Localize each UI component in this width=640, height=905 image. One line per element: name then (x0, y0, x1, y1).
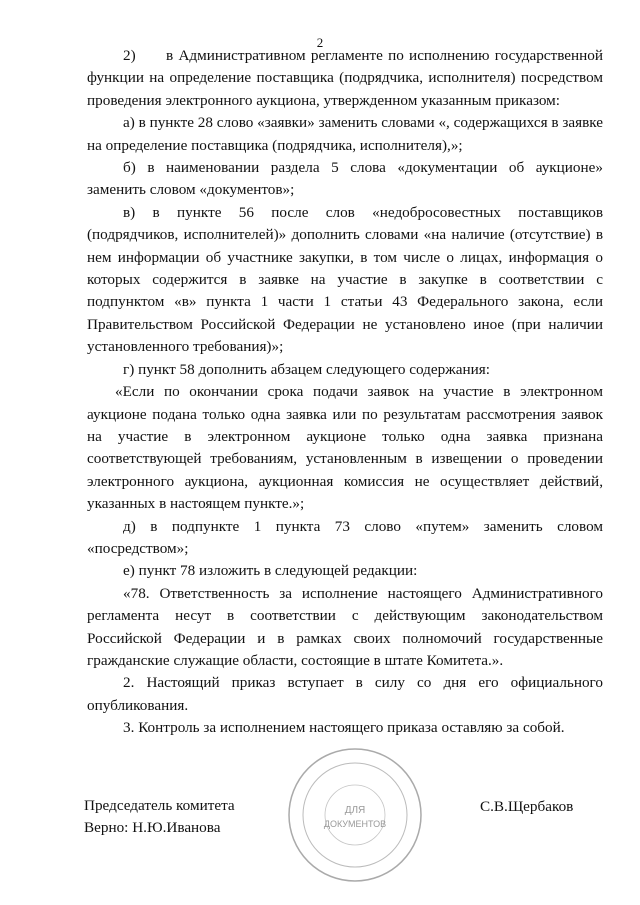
signature-position: Председатель комитета (84, 797, 235, 814)
paragraph-point-2: 2. Настоящий приказ вступает в силу со дня его официального опубликования. (87, 674, 603, 714)
paragraph-item-a: а) в пункте 28 слово «заявки» заменить словами «, содержащихся в заявке на определение поставщика (подрядчика, исполнителя),»; (87, 114, 603, 154)
paragraph-item-b: б) в наименовании раздела 5 слова «документации об аукционе» заменить словом «документов»; (87, 159, 603, 199)
document-body (87, 45, 603, 740)
signatory-name: С.В.Щербаков (480, 798, 574, 815)
certified-by: Верно: Н.Ю.Иванова (84, 819, 221, 836)
paragraph-item-g: г) пункт 58 дополнить абзацем следующего содержания: (123, 360, 490, 378)
page-number: 2 (316, 35, 324, 50)
quoted-paragraph-78: «78. Ответственность за исполнение настоящего Административного регламента несут в соответствии с действующим законодательством Российской Федерации и в рамках своих полномочий государственные гражданские служащие области, состоящие в штате Комитета.». (87, 584, 603, 669)
quoted-paragraph-58: «Если по окончании срока подачи заявок на участие в электронном аукционе подана только одна заявка или по результатам рассмотрения заявок на участие в электронном аукционе только одна заявка признана соответствующей требованиям, установленным в извещении о проведении электронного аукциона, аукционная комиссия не осуществляет действий, указанных в настоящем пункте.»; (87, 383, 603, 513)
paragraph-item-e: е) пункт 78 изложить в следующей редакции: (123, 562, 418, 580)
paragraph-item-d: д) в подпункте 1 пункта 73 слово «путем» заменить словом «посредством»; (87, 517, 603, 557)
official-stamp (285, 745, 425, 885)
paragraph-point-3: 3. Контроль за исполнением настоящего приказа оставляю за собой. (123, 719, 565, 737)
paragraph-regulation-intro: 2) в Административном регламенте по исполнению государственной функции на определение поставщика (подрядчика, исполнителя) посредством проведения электронного аукциона, утвержденном указанным приказом: (87, 47, 603, 109)
stamp-line-2: ДОКУМЕНТОВ (323, 819, 387, 829)
stamp-line-1: ДЛЯ (344, 805, 366, 816)
signature-block (84, 795, 235, 839)
paragraph-item-v: в) в пункте 56 после слов «недобросовестных поставщиков (подрядчиков, исполнителей)» дополнить словами «на наличие (отсутствие) в нем информации об участнике закупки, в том числе о лицах, информация о которых содержится в заявке на участие в закупке в соответствии с подпунктом «в» пункта 1 части 1 статьи 43 Федерального закона, если Правительством Российской Федерации не установлено иное (при наличии установленного требования)»; (87, 203, 603, 356)
